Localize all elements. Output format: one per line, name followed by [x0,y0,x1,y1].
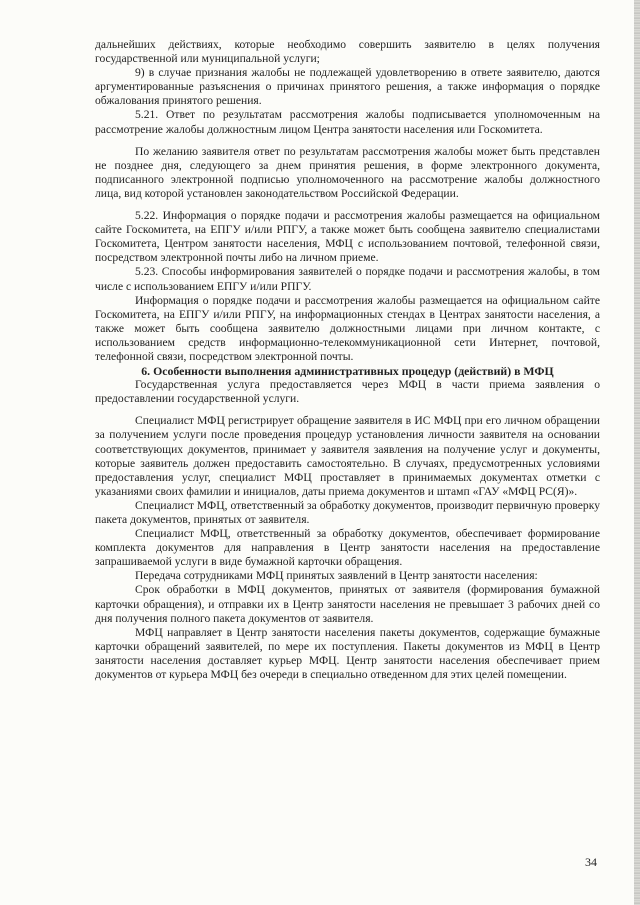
paragraph-item-9: 9) в случае признания жалобы не подлежащей удовлетворению в ответе заявителю, даются аргументированные разъяснения о причинах принятого решения, а также информация о порядке обжалования принятого решения. [95,66,600,108]
paragraph-5-23: 5.23. Способы информирования заявителей о порядке подачи и рассмотрения жалобы, в том числе с использованием ЕПГУ и/или РПГУ. [95,265,600,293]
paragraph-5-21: 5.21. Ответ по результатам рассмотрения жалобы подписывается уполномоченным на рассмотрение жалобы должностным лицом Центра занятости населения или Госкомитета. [95,108,600,136]
page-number: 34 [585,855,597,869]
paragraph-information: Информация о порядке подачи и рассмотрения жалобы размещается на официальном сайте Госкомитета, на ЕПГУ и/или РПГУ, на информационных стендах в Центрах занятости населения, а также может быть сообщена заявителю должностными лицами при личном контакте, с использованием средств информационно-телекоммуникационной сети Интернет, почтовой, телефонной связи, посредством электронной почты. [95,293,600,363]
document-text [95,38,600,682]
page-edge-shadow [634,0,640,905]
paragraph-response-option: По желанию заявителя ответ по результатам рассмотрения жалобы может быть представлен не позднее дня, следующего за днем принятия решения, в форме электронного документа, подписанного электронной подписью уполномоченного на рассмотрение жалобы должностного лица, вид которой установлен законодательством Российской Федерации. [95,144,600,200]
paragraph-continuation: дальнейших действиях, которые необходимо совершить заявителю в целях получения государственной или муниципальной услуги; [95,38,600,66]
paragraph-service-through-mfc: Государственная услуга предоставляется через МФЦ в части приема заявления о предоставлении государственной услуги. [95,378,600,406]
paragraph-specialist-registration: Специалист МФЦ регистрирует обращение заявителя в ИС МФЦ при его личном обращении за получением услуги после проведения процедур установления личности заявителя на основании соответствующих документов, принимает у заявителя заявления на получение услуг и документы, которые заявитель должен предоставить самостоятельно. В случаях, предусмотренных условиями предоставления услуг, специалист МФЦ проставляет в принимаемых документах отметки с указаниями своих фамилии и инициалов, даты приема документов и штамп «ГАУ «МФЦ РС(Я)». [95,414,600,498]
paragraph-courier-delivery: МФЦ направляет в Центр занятости населения пакеты документов, содержащие бумажные карточки обращений заявителей, по мере их поступления. Пакеты документов из МФЦ в Центр занятости населения доставляет курьер МФЦ. Центр занятости населения обеспечивает прием документов от курьера МФЦ без очереди в специально отведенном для этих целей помещении. [95,625,600,682]
paragraph-transfer-heading: Передача сотрудниками МФЦ принятых заявлений в Центр занятости населения: [135,569,538,583]
paragraph-processing-term: Срок обработки в МФЦ документов, принятых от заявителя (формирования бумажной карточки обращения), и отправки их в Центр занятости населения не превышает 3 рабочих дней со дня получения полного пакета документов от заявителя. [95,583,600,625]
paragraph-document-set: Специалист МФЦ, ответственный за обработку документов, обеспечивает формирование комплекта документов для направления в Центр занятости населения на предоставление запрашиваемой услуги в виде бумажной карточки обращения. [95,527,600,569]
paragraph-5-22: 5.22. Информация о порядке подачи и рассмотрения жалобы размещается на официальном сайте Госкомитета, на ЕПГУ и/или РПГУ, а также может быть сообщена заявителю специалистами Госкомитета, Центром занятости населения, МФЦ с использованием почтовой, телефонной связи, посредством электронной почты либо на личном приеме. [95,209,600,265]
section-heading: 6. Особенности выполнения административных процедур (действий) в МФЦ [141,364,554,379]
paragraph-initial-check: Специалист МФЦ, ответственный за обработку документов, производит первичную проверку пакета документов, принятых от заявителя. [95,498,600,526]
